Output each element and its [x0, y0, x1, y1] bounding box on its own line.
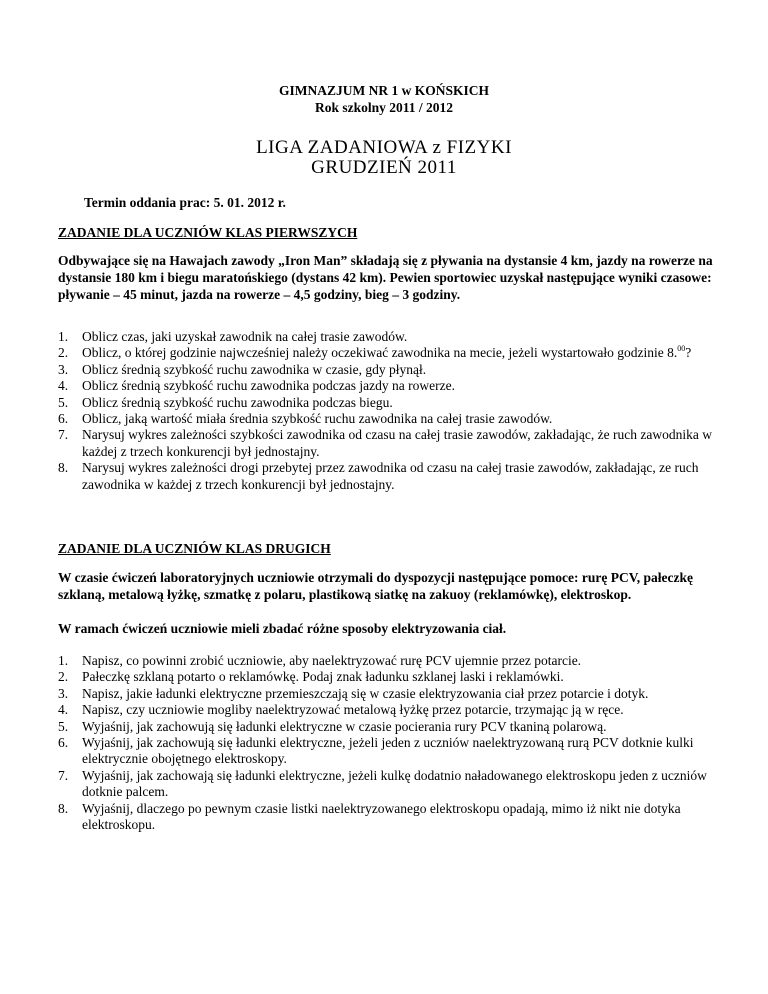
item-text: Napisz, jakie ładunki elektryczne przemieszczają się w czasie elektryzowania ciał przez potarcie i dotyk.	[82, 685, 649, 701]
item-number: 8.	[58, 800, 69, 816]
list-item	[58, 411, 718, 427]
list-item	[58, 702, 718, 718]
title-line-1: LIGA ZADANIOWA z FIZYKI	[256, 137, 512, 158]
item-text-tail: ?	[685, 345, 692, 361]
list-item	[58, 768, 718, 801]
deadline: Termin oddania prac: 5. 01. 2012 r.	[84, 195, 286, 210]
item-number: 5.	[58, 718, 69, 734]
item-number: 3.	[58, 361, 69, 377]
item-number: 6.	[58, 411, 69, 427]
item-text: Narysuj wykres zależności szybkości zawodnika od czasu na całej trasie zawodów, zakładając, że ruch zawodnika w każdej z trzech konkurencji był jednostajny.	[82, 427, 712, 459]
item-text: Oblicz czas, jaki uzyskał zawodnik na całej trasie zawodów.	[82, 329, 408, 344]
item-number: 3.	[58, 685, 69, 701]
item-text: Narysuj wykres zależności drogi przebytej przez zawodnika od czasu na całej trasie zawodów, zakładając, ze ruch zawodnika w każdej z trzech konkurencji był jednostajny.	[82, 460, 699, 492]
list-item	[58, 329, 718, 345]
section-2-task-list	[58, 653, 718, 833]
item-text: Oblicz, o której godzinie najwcześniej należy oczekiwać zawodnika na mecie, jeżeli wystartowało godzinie 8.	[82, 345, 678, 361]
list-item	[58, 801, 718, 834]
item-number: 4.	[58, 702, 69, 718]
item-text: Napisz, czy uczniowie mogliby naelektryzować metalową łyżkę przez potarcie, trzymając ją w ręce.	[82, 702, 624, 718]
item-text: Napisz, co powinni zrobić uczniowie, aby naelektryzować rurę PCV ujemnie przez potarcie.	[82, 653, 582, 668]
item-text: Oblicz średnią szybkość ruchu zawodnika w czasie, gdy płynął.	[82, 361, 427, 377]
list-item	[58, 378, 718, 394]
section-2-intro: W czasie ćwiczeń laboratoryjnych uczniowie otrzymali do dyspozycji następujące pomoce: rurę PCV, pałeczkę szklaną, metalową łyżkę, szmatkę z polaru, plastikową siatkę na zakuoy (reklamówkę), elektroskop.	[58, 570, 694, 602]
section-1-heading: ZADANIE DLA UCZNIÓW KLAS PIERWSZYCH	[58, 225, 358, 240]
item-text: Oblicz, jaką wartość miała średnia szybkość ruchu zawodnika na całej trasie zawodów.	[82, 411, 553, 427]
item-text: Oblicz średnią szybkość ruchu zawodnika podczas jazdy na rowerze.	[82, 378, 455, 394]
section-1-task-list	[58, 329, 718, 493]
list-item	[58, 719, 718, 735]
item-text: Oblicz średnią szybkość ruchu zawodnika podczas biegu.	[82, 394, 393, 410]
school-year: Rok szkolny 2011 / 2012	[314, 100, 454, 115]
section-1-intro: Odbywające się na Hawajach zawody „Iron Man” składają się z pływania na dystansie 4 km, jazdy na rowerze na dystansie 180 km i biegu maratońskiego (dystans 42 km). Pewien sportowiec uzyskał następujące wyniki czasowe: pływanie – 45 minut, jazda na rowerze – 4,5 godziny, bieg – 3 godziny.	[58, 253, 713, 302]
section-2-intro-2: W ramach ćwiczeń uczniowie mieli zbadać różne sposoby elektryzowania ciał.	[58, 621, 507, 636]
item-number: 4.	[58, 378, 69, 394]
item-number: 7.	[58, 767, 69, 783]
list-item	[58, 686, 718, 702]
section-2-heading: ZADANIE DLA UCZNIÓW KLAS DRUGICH	[58, 541, 331, 556]
item-number: 8.	[58, 460, 69, 476]
school-name: GIMNAZJUM NR 1 w KOŃSKICH	[278, 83, 489, 98]
item-number: 7.	[58, 427, 69, 443]
item-number: 2.	[58, 669, 69, 685]
item-number: 2.	[58, 345, 69, 361]
item-text: Wyjaśnij, jak zachowują się ładunki elektryczne w czasie pocierania rury PCV tkaniną polarową.	[82, 718, 607, 734]
list-item	[58, 460, 718, 493]
item-number: 5.	[58, 394, 69, 410]
item-number: 6.	[58, 735, 69, 751]
list-item	[58, 395, 718, 411]
item-text: Pałeczkę szklaną potarto o reklamówkę. Podaj znak ładunku szklanej laski i reklamówki.	[82, 669, 564, 685]
list-item	[58, 653, 718, 669]
item-text: Wyjaśnij, jak zachowają się ładunki elektryczne, jeżeli kulkę dodatnio naładowanego elektroskopu jeden z uczniów dotknie palcem.	[82, 767, 707, 800]
item-number: 1.	[58, 653, 69, 668]
list-item	[58, 669, 718, 685]
item-superscript: 00	[677, 344, 686, 354]
item-text: Wyjaśnij, jak zachowują się ładunki elektryczne, jeżeli jeden z uczniów naelektryzowaną rurą PCV dotknie kulki elektrycznie obojętnego elektroskopy.	[82, 735, 694, 767]
list-item	[58, 427, 718, 460]
item-number: 1.	[58, 329, 69, 344]
list-item	[58, 362, 718, 378]
title-line-2: GRUDZIEŃ 2011	[311, 157, 457, 178]
list-item	[58, 735, 718, 768]
list-item	[58, 345, 718, 361]
item-text: Wyjaśnij, dlaczego po pewnym czasie listki naelektryzowanego elektroskopu opadają, mimo iż nikt nie dotyka elektroskopu.	[82, 800, 681, 833]
